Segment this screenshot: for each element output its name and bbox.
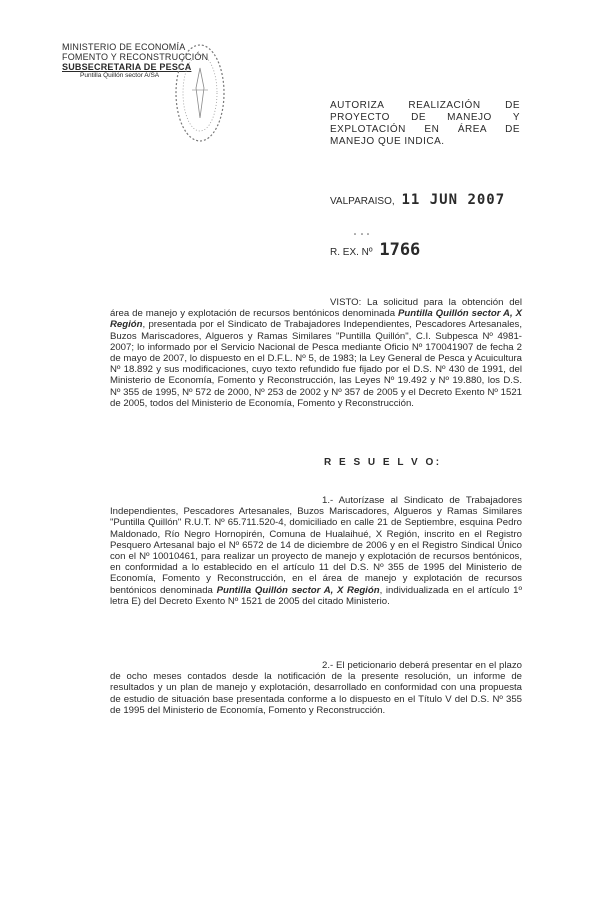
visto-lead: VISTO: <box>330 297 362 308</box>
visto-area-name: Puntilla Quillón sector A, X Región <box>110 308 522 331</box>
ink-marks <box>352 232 372 236</box>
resolution-point-2 <box>110 660 522 716</box>
official-seal <box>170 38 230 148</box>
visto-text-1: La solicitud para la obtención del área de manejo y explotación de recursos bentónicos denominada <box>110 297 522 320</box>
point1-text-2: , individualizada en el artículo 1º letra E) del Decreto Exento Nº 1521 de 2005 del citado Ministerio. <box>110 584 522 607</box>
ministry-name: MINISTERIO DE ECONOMÍA <box>62 42 186 52</box>
point2-text: 2.- El peticionario deberá presentar en el plazo de ocho meses contados desde la notificación de la presente resolución, un informe de resultados y un plan de manejo y explotación, desarrollado en conformidad con una propuesta de estudio de situación base presentada conforme a lo dispuesto en el Título V del D.S. Nº 355 de 1995 del Ministerio de Economía, Fomento y Reconstrucción. <box>110 660 522 716</box>
resolution-title: AUTORIZA REALIZACIÓN DE PROYECTO DE MANEJO Y EXPLOTACIÓN EN ÁREA DE MANEJO QUE INDICA. <box>330 100 520 147</box>
resolution-label: R. EX. Nº <box>330 247 373 258</box>
resuelvo-heading: R E S U E L V O: <box>324 457 442 468</box>
visto-paragraph <box>110 297 522 409</box>
subsecretaria-name: SUBSECRETARIA DE PESCA <box>62 62 192 72</box>
point1-area-name: Puntilla Quillón sector A, X Región <box>216 584 380 596</box>
date-place: VALPARAISO, <box>330 196 395 207</box>
reference-code: Puntilla Quillón sector A/SA <box>80 72 160 79</box>
date-stamp: 11 JUN 2007 <box>401 192 506 208</box>
resolution-point-1 <box>110 495 522 607</box>
resolution-number-line <box>330 240 420 260</box>
resolution-number: 1766 <box>379 240 421 260</box>
point1-text-1: 1.- Autorízase al Sindicato de Trabajadores Independientes, Pescadores Artesanales, Buzos Mariscadores, Algueros y Ramas Similares "Puntilla Quillón" R.U.T. Nº 65.711.520-4, domiciliado en calle 21 de Septiembre, esquina Pedro Maldonado, Río Negro Hornopirén, Comuna de Hualaihué, X Región, inscrito en el Registro Pesquero Artesanal bajo el Nº 6572 de 14 de diciembre de 2006 y en el Registro Sindical Único con el Nº 10010461, para realizar un proyecto de manejo y explotación de recursos bentónicos, en conformidad a lo establecido en el artículo 11 del D.S. Nº 355 de 1995 del Ministerio de Economía, Fomento y Reconstrucción, en el área de manejo y explotación de recursos bentónicos denominada <box>110 495 522 596</box>
date-line <box>330 192 505 208</box>
visto-text-2: , presentada por el Sindicato de Trabajadores Independientes, Pescadores Artesanales, Buzos Mariscadores, Algueros y Ramas Similares "Puntilla Quillón", C.I. Subpesca Nº 4981-2007; lo informado por el Servicio Nacional de Pesca mediante Oficio Nº 170041907 de fecha 2 de mayo de 2007, lo dispuesto en el D.F.L. Nº 5, de 1983; la Ley General de Pesca y Acuicultura Nº 18.892 y sus modificaciones, cuyo texto refundido fue fijado por el D.S. Nº 430 de 1991, del Ministerio de Economía, Fomento y Reconstrucción, las Leyes Nº 19.492 y Nº 19.880, los D.S. Nº 355 de 1995, Nº 572 de 2000, Nº 253 de 2002 y Nº 357 de 2005 y el Decreto Exento Nº 1521 de 2005, todos del Ministerio de Economía, Fomento y Reconstrucción. <box>110 319 522 409</box>
ministry-subtitle: FOMENTO Y RECONSTRUCCIÓN <box>62 52 209 62</box>
